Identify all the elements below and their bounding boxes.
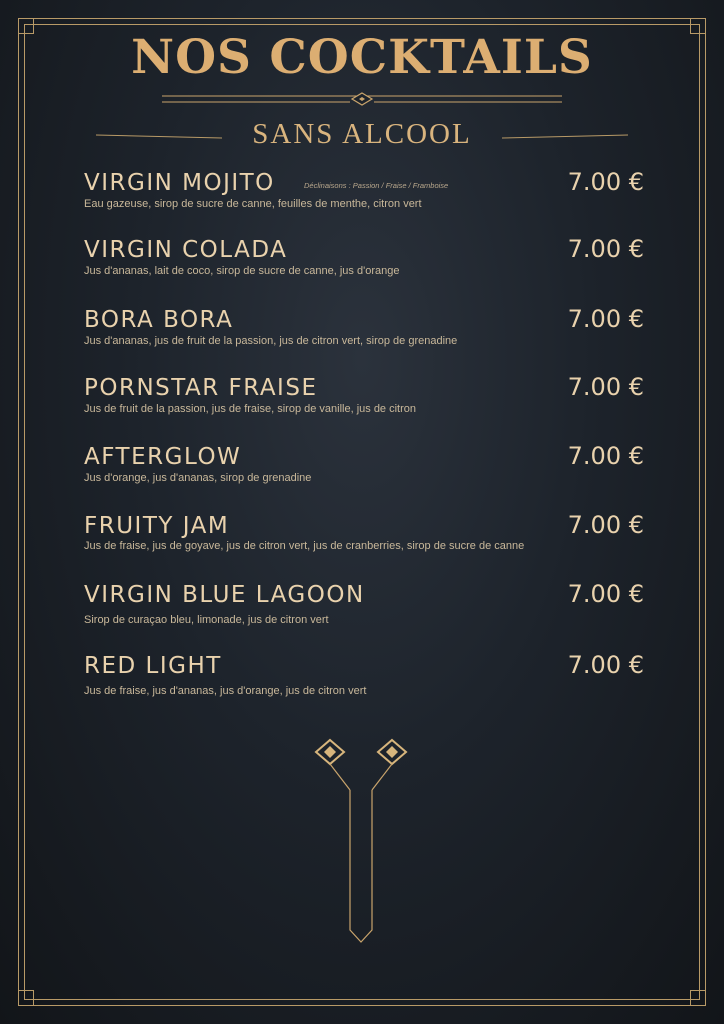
item-description: Eau gazeuse, sirop de sucre de canne, feuilles de menthe, citron vert — [84, 198, 422, 210]
item-description: Jus d'ananas, jus de fruit de la passion, jus de citron vert, sirop de grenadine — [84, 335, 458, 347]
item-description: Sirop de curaçao bleu, limonade, jus de citron vert — [84, 614, 329, 626]
menu-item — [84, 513, 644, 563]
menu-item — [84, 653, 644, 703]
item-description: Jus de fruit de la passion, jus de fraise, sirop de vanille, jus de citron — [84, 403, 417, 415]
item-name: BORA BORA — [84, 307, 234, 333]
item-variations-note: Déclinaisons : Passion / Fraise / Framboise — [304, 181, 449, 190]
section-heading: SANS ALCOOL — [252, 118, 472, 150]
bottom-ornament — [66, 740, 658, 764]
item-name: RED LIGHT — [84, 653, 222, 679]
menu-item — [84, 170, 644, 220]
item-description: Jus de fraise, jus d'ananas, jus d'orange, jus de citron vert — [84, 685, 367, 697]
item-name: FRUITY JAM — [84, 513, 230, 539]
menu-item — [84, 444, 644, 494]
item-description: Jus de fraise, jus de goyave, jus de citron vert, jus de cranberries, sirop de sucre de canne — [84, 540, 525, 552]
item-description: Jus d'orange, jus d'ananas, sirop de grenadine — [84, 472, 312, 484]
item-description: Jus d'ananas, lait de coco, sirop de sucre de canne, jus d'orange — [84, 265, 400, 277]
item-price: 7.00 € — [567, 235, 644, 263]
item-name: VIRGIN BLUE LAGOON — [84, 582, 365, 608]
item-name: VIRGIN MOJITO — [84, 170, 275, 196]
item-price: 7.00 € — [567, 651, 644, 679]
item-price: 7.00 € — [567, 442, 644, 470]
item-name: AFTERGLOW — [84, 444, 242, 470]
item-price: 7.00 € — [567, 580, 644, 608]
hanging-lines — [264, 766, 456, 965]
item-name: PORNSTAR FRAISE — [84, 375, 318, 401]
menu-item — [84, 375, 644, 425]
item-price: 7.00 € — [567, 511, 644, 539]
menu-item — [84, 582, 644, 632]
menu-title: NOS COCKTAILS — [131, 30, 593, 85]
item-price: 7.00 € — [567, 168, 644, 196]
item-price: 7.00 € — [567, 305, 644, 333]
menu-item — [84, 237, 644, 287]
item-name: VIRGIN COLADA — [84, 237, 288, 263]
menu-item — [84, 307, 644, 357]
title-divider — [162, 93, 562, 105]
item-price: 7.00 € — [567, 373, 644, 401]
